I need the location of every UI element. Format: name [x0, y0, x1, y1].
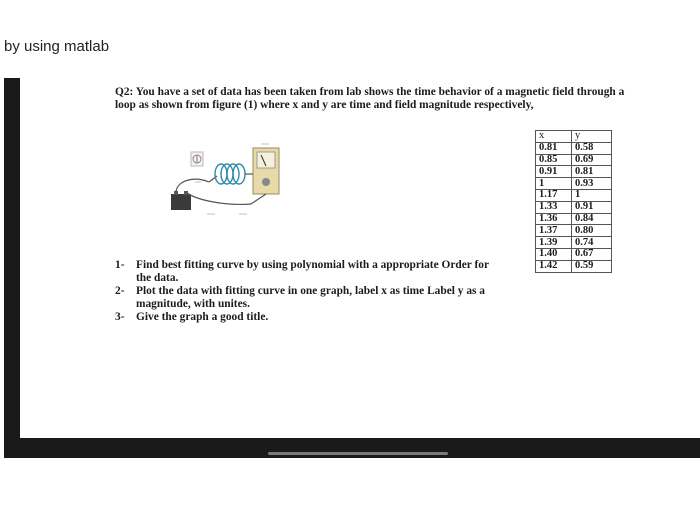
magnetic-loop-apparatus-icon — [165, 142, 285, 232]
table-row — [536, 154, 612, 166]
task-item — [115, 311, 495, 324]
battery-shape — [171, 194, 191, 210]
cell-y: 0.58 — [572, 142, 612, 154]
cell-x: 1.17 — [536, 189, 572, 201]
cell-y: 0.93 — [572, 178, 612, 190]
table-row — [536, 201, 612, 213]
cell-x: 0.91 — [536, 166, 572, 178]
cell-y: 0.84 — [572, 213, 612, 225]
table-row — [536, 189, 612, 201]
cell-x: 1.33 — [536, 201, 572, 213]
task-list — [115, 259, 495, 324]
column-header-y: y — [572, 131, 612, 143]
cell-y: 0.91 — [572, 201, 612, 213]
cell-x: 1.39 — [536, 237, 572, 249]
task-number: 1- — [115, 259, 125, 271]
task-text: Give the graph a good title. — [136, 311, 269, 323]
cell-y: 0.81 — [572, 166, 612, 178]
figure-1 — [165, 142, 285, 232]
task-number: 2- — [115, 285, 125, 297]
data-table — [535, 130, 612, 273]
document-page — [20, 78, 700, 438]
cell-y: 0.80 — [572, 225, 612, 237]
task-item — [115, 285, 495, 311]
cell-x: 1 — [536, 178, 572, 190]
screenshot-frame — [4, 78, 700, 458]
cell-y: 0.67 — [572, 248, 612, 260]
cell-y: 1 — [572, 189, 612, 201]
cell-x: 1.40 — [536, 248, 572, 260]
cell-x: 1.42 — [536, 260, 572, 272]
cell-x: 0.85 — [536, 154, 572, 166]
task-text: Find best fitting curve by using polynomial with a appropriate Order for the data. — [136, 259, 489, 284]
document-content — [20, 78, 700, 438]
cell-y: 0.59 — [572, 260, 612, 272]
task-number: 3- — [115, 311, 125, 323]
table-row — [536, 213, 612, 225]
task-text: Plot the data with fitting curve in one graph, label x as time Label y as a magnitude, with unites. — [136, 285, 485, 310]
cell-y: 0.74 — [572, 237, 612, 249]
table-header-row — [536, 131, 612, 143]
cell-x: 1.36 — [536, 213, 572, 225]
table-row — [536, 142, 612, 154]
cell-x: 1.37 — [536, 225, 572, 237]
table-row — [536, 225, 612, 237]
cell-x: 0.81 — [536, 142, 572, 154]
post-caption: by using matlab — [4, 38, 110, 55]
table-row — [536, 248, 612, 260]
horizontal-scrollbar[interactable] — [268, 452, 448, 455]
task-item — [115, 259, 495, 285]
column-header-x: x — [536, 131, 572, 143]
table-row — [536, 178, 612, 190]
cell-y: 0.69 — [572, 154, 612, 166]
table-row — [536, 166, 612, 178]
question-text: Q2: You have a set of data has been taken from lab shows the time behavior of a magnetic field through a loop as shown from figure (1) where x and y are time and field magnitude respectively, — [115, 86, 625, 111]
table-row — [536, 260, 612, 272]
table-row — [536, 237, 612, 249]
